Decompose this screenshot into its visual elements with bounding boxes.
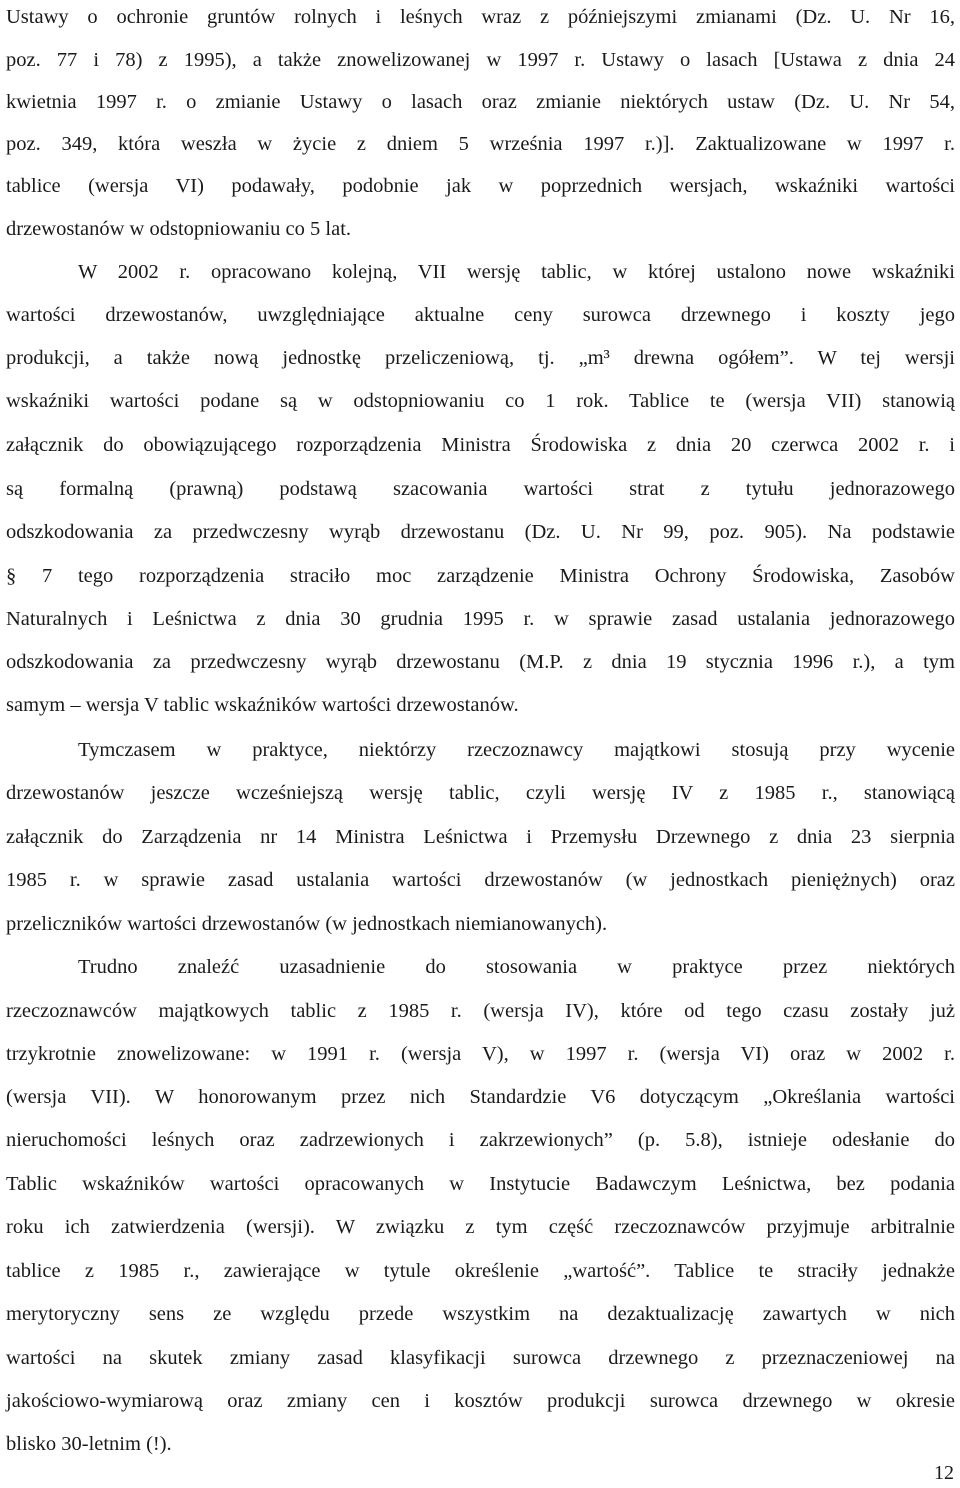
text-line: jakościowo-wymiarową oraz zmiany cen i kosztów produkcji surowca drzewnego w okresie <box>6 1390 955 1412</box>
text-line: samym – wersja V tablic wskaźników wartości drzewostanów. <box>6 694 519 716</box>
text-line: nieruchomości leśnych oraz zadrzewionych i zakrzewionych” (p. 5.8), istnieje odesłanie do <box>6 1129 955 1151</box>
text-line: odszkodowania za przedwczesny wyrąb drzewostanu (M.P. z dnia 19 stycznia 1996 r.), a tym <box>6 651 955 673</box>
text-line: 1985 r. w sprawie zasad ustalania wartości drzewostanów (w jednostkach pieniężnych) oraz <box>6 869 955 891</box>
text-line: tablice z 1985 r., zawierające w tytule określenie „wartość”. Tablice te straciły jednakże <box>6 1260 955 1282</box>
text-line: § 7 tego rozporządzenia straciło moc zarządzenie Ministra Ochrony Środowiska, Zasobów <box>6 565 955 587</box>
text-line: załącznik do Zarządzenia nr 14 Ministra Leśnictwa i Przemysłu Drzewnego z dnia 23 sierpnia <box>6 826 955 848</box>
text-line: Ustawy o ochronie gruntów rolnych i leśnych wraz z późniejszymi zmianami (Dz. U. Nr 16, <box>6 6 955 28</box>
text-line: trzykrotnie znowelizowane: w 1991 r. (wersja V), w 1997 r. (wersja VI) oraz w 2002 r. <box>6 1043 955 1065</box>
paragraph-first-line: W 2002 r. opracowano kolejną, VII wersję tablic, w której ustalono nowe wskaźniki <box>78 261 955 283</box>
text-line: drzewostanów jeszcze wcześniejszą wersję tablic, czyli wersję IV z 1985 r., stanowiącą <box>6 782 955 804</box>
text-line: drzewostanów w odstopniowaniu co 5 lat. <box>6 218 352 240</box>
text-line: (wersja VII). W honorowanym przez nich Standardzie V6 dotyczącym „Określania wartości <box>6 1086 955 1108</box>
text-line: przeliczników wartości drzewostanów (w jednostkach niemianowanych). <box>6 913 608 935</box>
text-line: produkcji, a także nową jednostkę przeliczeniową, tj. „m³ drewna ogółem”. W tej wersji <box>6 347 955 369</box>
text-line: roku ich zatwierdzenia (wersji). W związku z tym część rzeczoznawców przyjmuje arbitralnie <box>6 1216 955 1238</box>
text-line: Tablic wskaźników wartości opracowanych w Instytucie Badawczym Leśnictwa, bez podania <box>6 1173 955 1195</box>
text-line: odszkodowania za przedwczesny wyrąb drzewostanu (Dz. U. Nr 99, poz. 905). Na podstawie <box>6 521 955 543</box>
text-line: merytoryczny sens ze względu przede wszystkim na dezaktualizację zawartych w nich <box>6 1303 955 1325</box>
paragraph-first-line: Tymczasem w praktyce, niektórzy rzeczoznawcy majątkowi stosują przy wycenie <box>78 739 955 761</box>
text-line: poz. 349, która weszła w życie z dniem 5 września 1997 r.)]. Zaktualizowane w 1997 r. <box>6 133 955 155</box>
paragraph-first-line: Trudno znaleźć uzasadnienie do stosowania w praktyce przez niektórych <box>78 956 955 978</box>
text-line: załącznik do obowiązującego rozporządzenia Ministra Środowiska z dnia 20 czerwca 2002 r. i <box>6 434 955 456</box>
text-line: rzeczoznawców majątkowych tablic z 1985 r. (wersja IV), które od tego czasu zostały już <box>6 1000 955 1022</box>
text-line: wartości drzewostanów, uwzględniające aktualne ceny surowca drzewnego i koszty jego <box>6 304 955 326</box>
text-line: blisko 30-letnim (!). <box>6 1433 172 1455</box>
text-line: poz. 77 i 78) z 1995), a także znowelizowanej w 1997 r. Ustawy o lasach [Ustawa z dnia 24 <box>6 49 955 71</box>
text-line: Naturalnych i Leśnictwa z dnia 30 grudnia 1995 r. w sprawie zasad ustalania jednorazowego <box>6 608 955 630</box>
text-line: kwietnia 1997 r. o zmianie Ustawy o lasach oraz zmianie niektórych ustaw (Dz. U. Nr 54, <box>6 91 955 113</box>
text-line: wartości na skutek zmiany zasad klasyfikacji surowca drzewnego z przeznaczeniowej na <box>6 1347 955 1369</box>
text-line: wskaźniki wartości podane są w odstopniowaniu co 1 rok. Tablice te (wersja VII) stanowią <box>6 390 955 412</box>
page-number: 12 <box>934 1462 954 1484</box>
text-line: tablice (wersja VI) podawały, podobnie jak w poprzednich wersjach, wskaźniki wartości <box>6 175 955 197</box>
text-line: są formalną (prawną) podstawą szacowania wartości strat z tytułu jednorazowego <box>6 478 955 500</box>
